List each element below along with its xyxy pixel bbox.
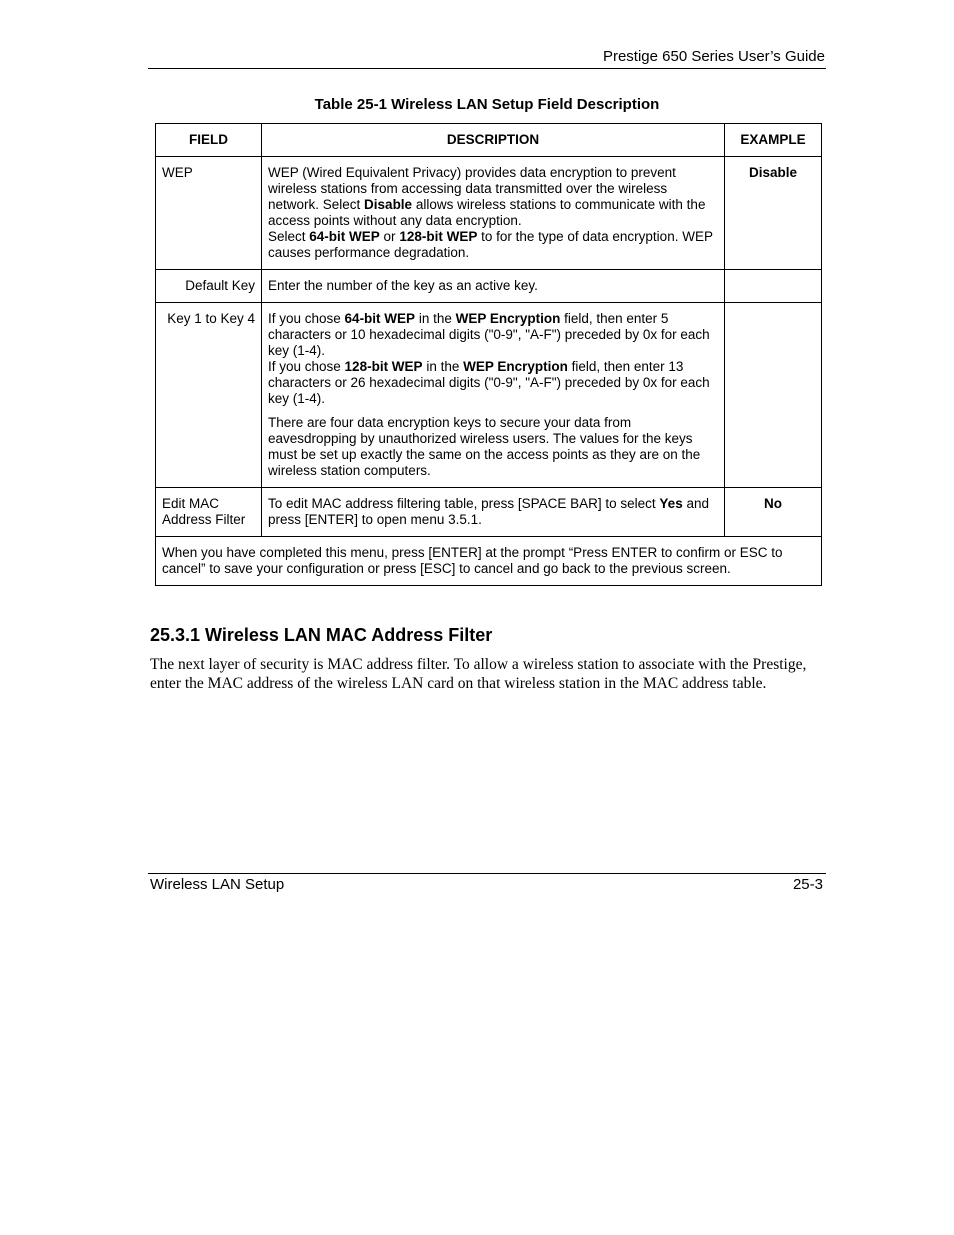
description-paragraph: To edit MAC address filtering table, press [SPACE BAR] to select Yes and press [ENTER] to open menu 3.5.1.: [268, 496, 709, 527]
description-cell: [262, 270, 725, 303]
table-row: [156, 157, 822, 270]
description-paragraph: Enter the number of the key as an active key.: [268, 278, 538, 293]
description-paragraph: If you chose 128-bit WEP in the WEP Encryption field, then enter 13 characters or 26 hexadecimal digits ("0-9", "A-F") preceded by 0x for each key (1-4).: [268, 359, 710, 406]
footer-chapter-title: Wireless LAN Setup: [150, 876, 285, 893]
table-row: [156, 270, 822, 303]
field-cell: Key 1 to Key 4: [156, 303, 262, 488]
emphasis-term: Yes: [659, 496, 683, 511]
description-cell: [262, 303, 725, 488]
emphasis-term: WEP Encryption: [463, 359, 568, 374]
field-description-table: [155, 123, 822, 586]
emphasis-term: 128-bit WEP: [344, 359, 423, 374]
header-rule: [148, 68, 826, 69]
emphasis-term: Disable: [364, 197, 413, 212]
example-cell: Disable: [725, 157, 822, 270]
section-heading: 25.3.1 Wireless LAN MAC Address Filter: [150, 625, 493, 645]
page-header-title: Prestige 650 Series User’s Guide: [602, 48, 825, 65]
emphasis-term: WEP Encryption: [455, 311, 561, 326]
footer-page-number: 25-3: [792, 876, 823, 893]
description-paragraph: If you chose 64-bit WEP in the WEP Encryption field, then enter 5 characters or 10 hexadecimal digits ("0-9", "A-F") preceded by 0x for each key (1-4).: [268, 311, 710, 358]
table-note-row: [156, 537, 822, 586]
description-cell: [262, 157, 725, 270]
description-paragraph: There are four data encryption keys to secure your data from eavesdropping by unauthorized wireless users. The values for the keys must be set up exactly the same on the access points as they are on the wireless station computers.: [268, 415, 701, 478]
description-paragraph: Select 64-bit WEP or 128-bit WEP to for the type of data encryption. WEP causes performance degradation.: [268, 229, 713, 260]
table-row: [156, 303, 822, 488]
column-header-field: FIELD: [156, 124, 262, 157]
description-paragraph: WEP (Wired Equivalent Privacy) provides data encryption to prevent wireless stations from accessing data transmitted over the wireless network. Select Disable allows wireless stations to communicate with the access points without any data encryption.: [268, 165, 706, 228]
example-cell: No: [725, 488, 822, 537]
example-cell: [725, 270, 822, 303]
field-cell: WEP: [156, 157, 262, 270]
emphasis-term: 64-bit WEP: [344, 311, 416, 326]
field-cell: Edit MAC Address Filter: [156, 488, 262, 537]
column-header-example: EXAMPLE: [725, 124, 822, 157]
footer-rule: [148, 873, 826, 874]
table-note: When you have completed this menu, press [ENTER] at the prompt “Press ENTER to confirm or ESC to cancel” to save your configuration or press [ESC] to cancel and go back to the previous screen.: [156, 537, 822, 586]
emphasis-term: 128-bit WEP: [399, 229, 478, 244]
column-header-description: DESCRIPTION: [262, 124, 725, 157]
table-header-row: [156, 124, 822, 157]
example-cell: [725, 303, 822, 488]
table-caption: Table 25-1 Wireless LAN Setup Field Description: [314, 96, 660, 113]
section-body-paragraph: The next layer of security is MAC address filter. To allow a wireless station to associate with the Prestige, enter the MAC address of the wireless LAN card on that wireless station in the MAC address table.: [150, 656, 807, 692]
description-cell: [262, 488, 725, 537]
table-row: [156, 488, 822, 537]
emphasis-term: 64-bit WEP: [309, 229, 380, 244]
field-cell: Default Key: [156, 270, 262, 303]
